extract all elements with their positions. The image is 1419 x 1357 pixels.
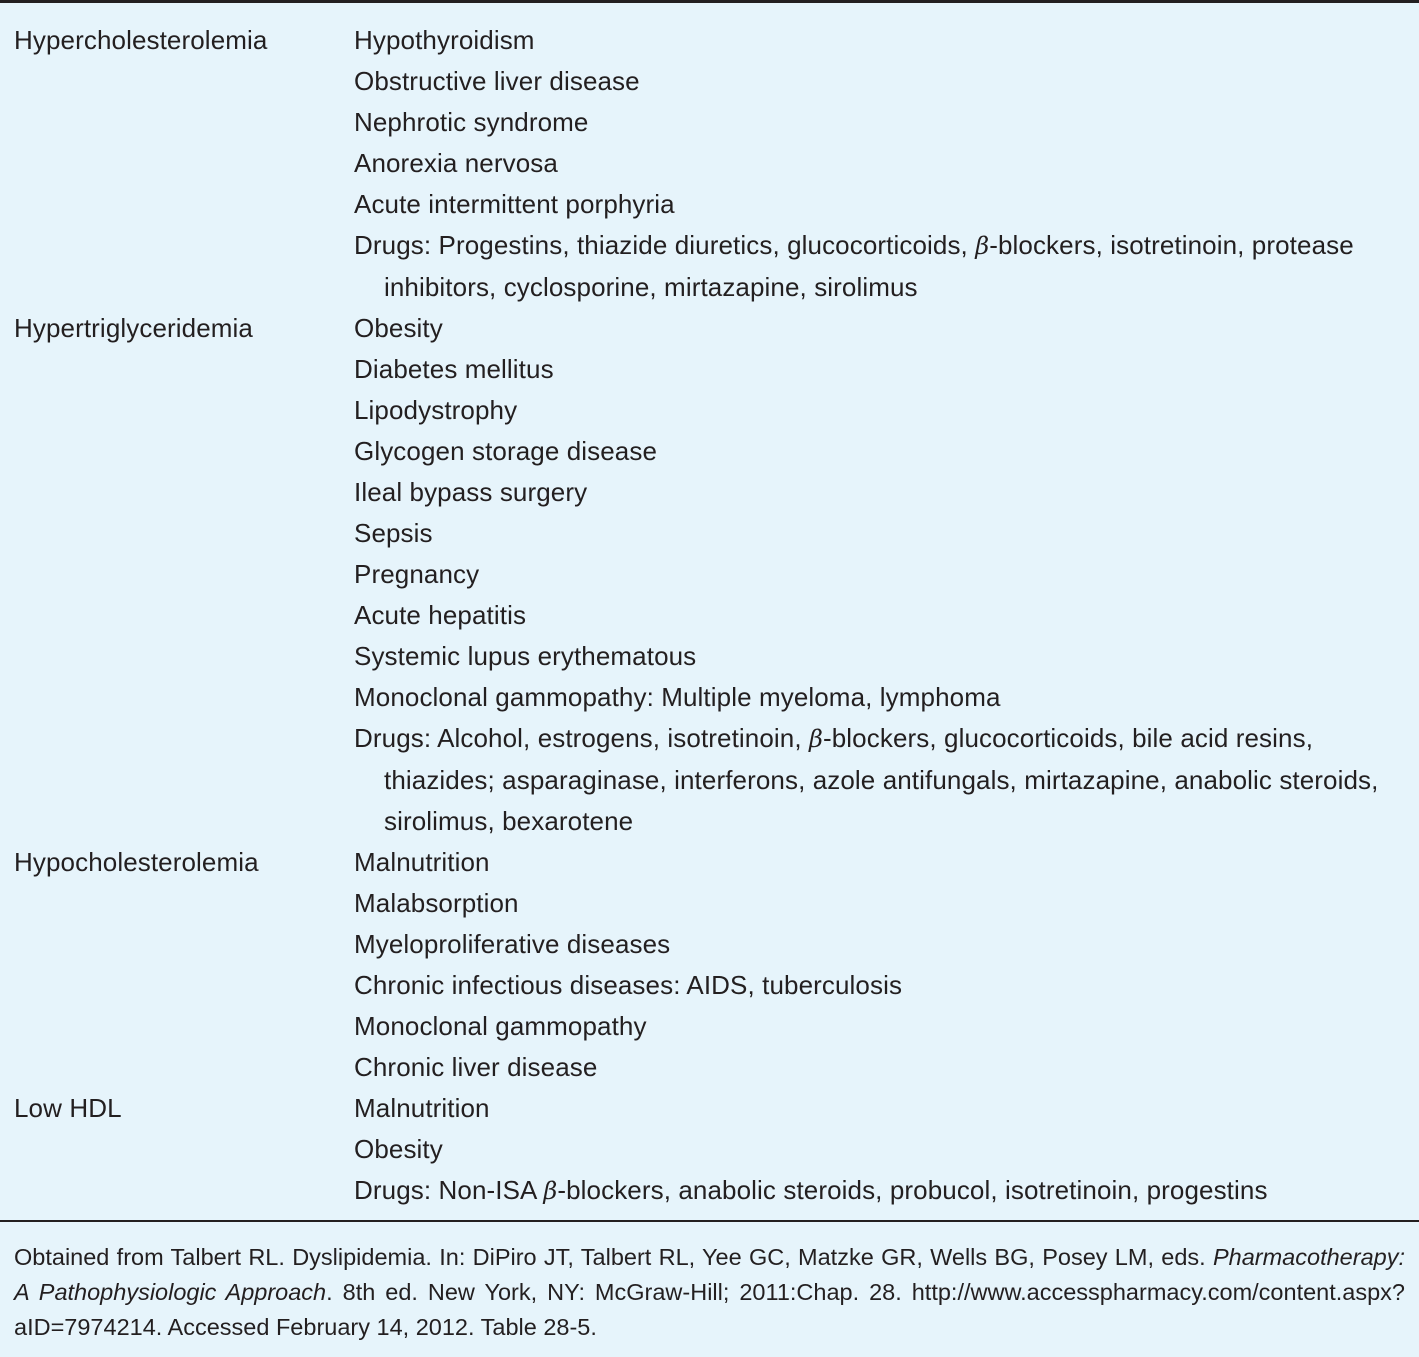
causes-list	[340, 842, 1419, 1088]
cause-item: Anorexia nervosa	[354, 148, 558, 178]
cause-item: Monoclonal gammopathy: Multiple myeloma, lymphoma	[354, 682, 1001, 712]
cause-item: Obesity	[354, 1134, 443, 1164]
table-row-group	[0, 1088, 1419, 1212]
bottom-rule	[0, 1220, 1419, 1222]
cause-item: Obstructive liver disease	[354, 66, 640, 96]
beta-symbol: β	[809, 725, 823, 753]
cause-item: Drugs: Progestins, thiazide diuretics, glucocorticoids, β-blockers, isotretinoin, protease inhibitors, cyclosporine, mirtazapine, sirolimus	[354, 230, 1354, 302]
cause-item: Chronic infectious diseases: AIDS, tuberculosis	[354, 970, 903, 1000]
cause-item: Systemic lupus erythematous	[354, 641, 697, 671]
causes-list	[340, 1088, 1419, 1212]
table-footnote	[14, 1240, 1405, 1345]
beta-symbol: β	[975, 232, 990, 260]
cause-item: Nephrotic syndrome	[354, 107, 589, 137]
condition-label: Hypertriglyceridemia	[14, 313, 253, 343]
secondary-causes-table	[0, 20, 1419, 1212]
cause-item: Sepsis	[354, 518, 433, 548]
cause-item: Ileal bypass surgery	[354, 477, 588, 507]
beta-symbol: β	[543, 1177, 558, 1205]
cause-item: Hypothyroidism	[354, 25, 535, 55]
cause-item: Myeloproliferative diseases	[354, 929, 671, 959]
top-rule	[0, 0, 1419, 3]
cause-item: Diabetes mellitus	[354, 354, 554, 384]
table-row-group	[0, 20, 1419, 308]
cause-item: Malnutrition	[354, 847, 490, 877]
condition-label: Hypocholesterolemia	[14, 847, 259, 877]
cause-item: Lipodystrophy	[354, 395, 518, 425]
cause-item: Chronic liver disease	[354, 1052, 598, 1082]
table-row-group	[0, 842, 1419, 1088]
cause-item: Drugs: Non-ISA β-blockers, anabolic steroids, probucol, isotretinoin, progestins	[354, 1175, 1268, 1205]
footnote-suffix: . 8th ed. New York, NY: McGraw-Hill; 2011:Chap. 28. http://www.accesspharmacy.com/content.aspx?aID=7974214. Accessed February 14, 2012. Table 28-5.	[14, 1279, 1406, 1340]
condition-label: Hypercholesterolemia	[14, 25, 268, 55]
cause-item: Obesity	[354, 313, 443, 343]
cause-item: Monoclonal gammopathy	[354, 1011, 647, 1041]
cause-item: Malnutrition	[354, 1093, 490, 1123]
footnote-prefix: Obtained from Talbert RL. Dyslipidemia. In: DiPiro JT, Talbert RL, Yee GC, Matzke GR, Wells BG, Posey LM, eds.	[14, 1244, 1213, 1270]
condition-label: Low HDL	[14, 1093, 122, 1123]
cause-item: Acute hepatitis	[354, 600, 527, 630]
table-row-group	[0, 308, 1419, 842]
causes-list	[340, 20, 1419, 308]
cause-item: Glycogen storage disease	[354, 436, 658, 466]
cause-item: Drugs: Alcohol, estrogens, isotretinoin, β-blockers, glucocorticoids, bile acid resins, thiazides; asparaginase, interferons, azole antifungals, mirtazapine, anabolic steroids, sirolimus, bexarotene	[354, 723, 1379, 836]
causes-list	[340, 308, 1419, 842]
cause-item: Pregnancy	[354, 559, 480, 589]
cause-item: Malabsorption	[354, 888, 519, 918]
footnote-book-title: Pharmacotherapy: A Pathophysiologic Approach	[14, 1244, 1405, 1305]
cause-item: Acute intermittent porphyria	[354, 189, 675, 219]
